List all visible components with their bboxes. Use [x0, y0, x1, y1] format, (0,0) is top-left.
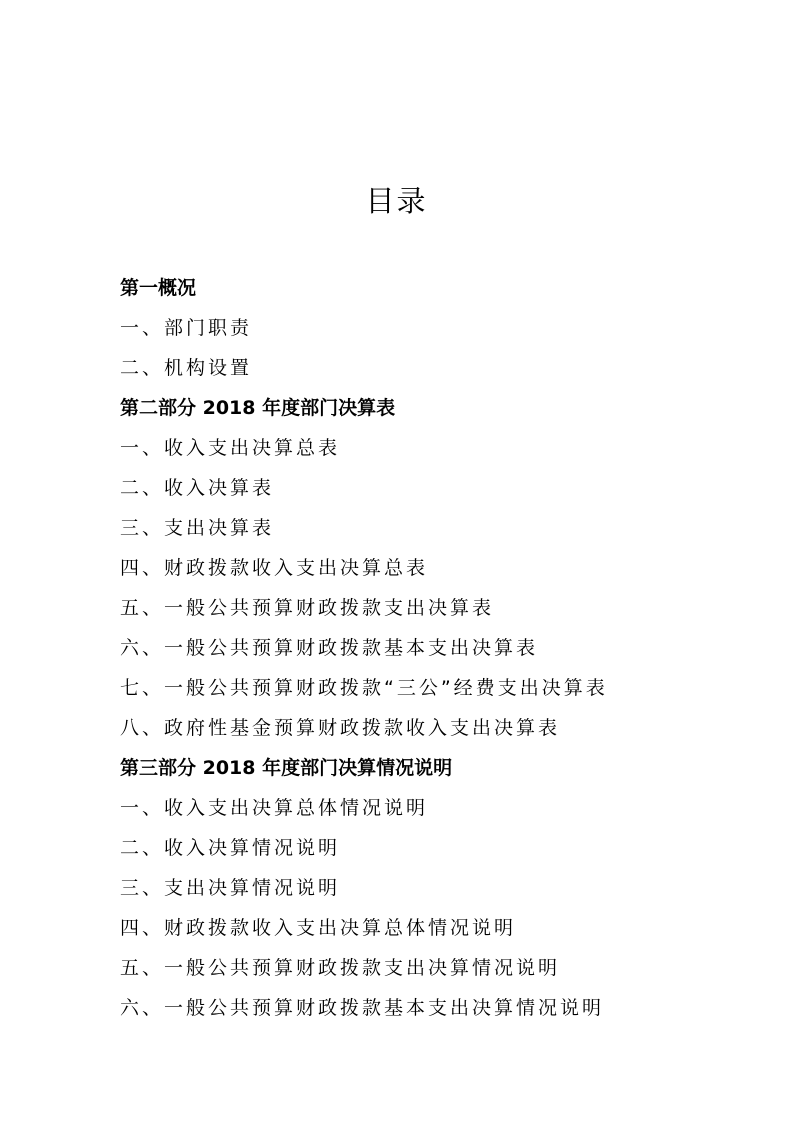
toc-entry: 四、财政拨款收入支出决算总表 [120, 557, 429, 579]
toc-heading: 第二部分 2018 年度部门决算表 [120, 397, 396, 419]
toc-entry: 三、支出决算表 [120, 517, 275, 539]
toc-entry: 四、财政拨款收入支出决算总体情况说明 [120, 917, 517, 939]
toc-heading: 第三部分 2018 年度部门决算情况说明 [120, 757, 453, 779]
toc-entry: 五、一般公共预算财政拨款支出决算情况说明 [120, 957, 561, 979]
toc-entry: 八、政府性基金预算财政拨款收入支出决算表 [120, 717, 561, 739]
toc-entry: 二、机构设置 [120, 357, 253, 379]
toc-entry: 一、收入支出决算总体情况说明 [120, 797, 429, 819]
page-title: 目录 [365, 184, 428, 218]
toc-heading: 第一概况 [120, 277, 197, 299]
toc-entry: 三、支出决算情况说明 [120, 877, 341, 899]
toc-entry: 二、收入决算情况说明 [120, 837, 341, 859]
table-of-contents [120, 268, 760, 1028]
toc-entry: 一、收入支出决算总表 [120, 437, 341, 459]
toc-entry: 二、收入决算表 [120, 477, 275, 499]
toc-entry: 七、一般公共预算财政拨款“三公”经费支出决算表 [120, 677, 608, 699]
toc-entry: 六、一般公共预算财政拨款基本支出决算情况说明 [120, 997, 605, 1019]
toc-entry: 五、一般公共预算财政拨款支出决算表 [120, 597, 495, 619]
toc-entry: 六、一般公共预算财政拨款基本支出决算表 [120, 637, 539, 659]
toc-entry: 一、部门职责 [120, 317, 253, 339]
